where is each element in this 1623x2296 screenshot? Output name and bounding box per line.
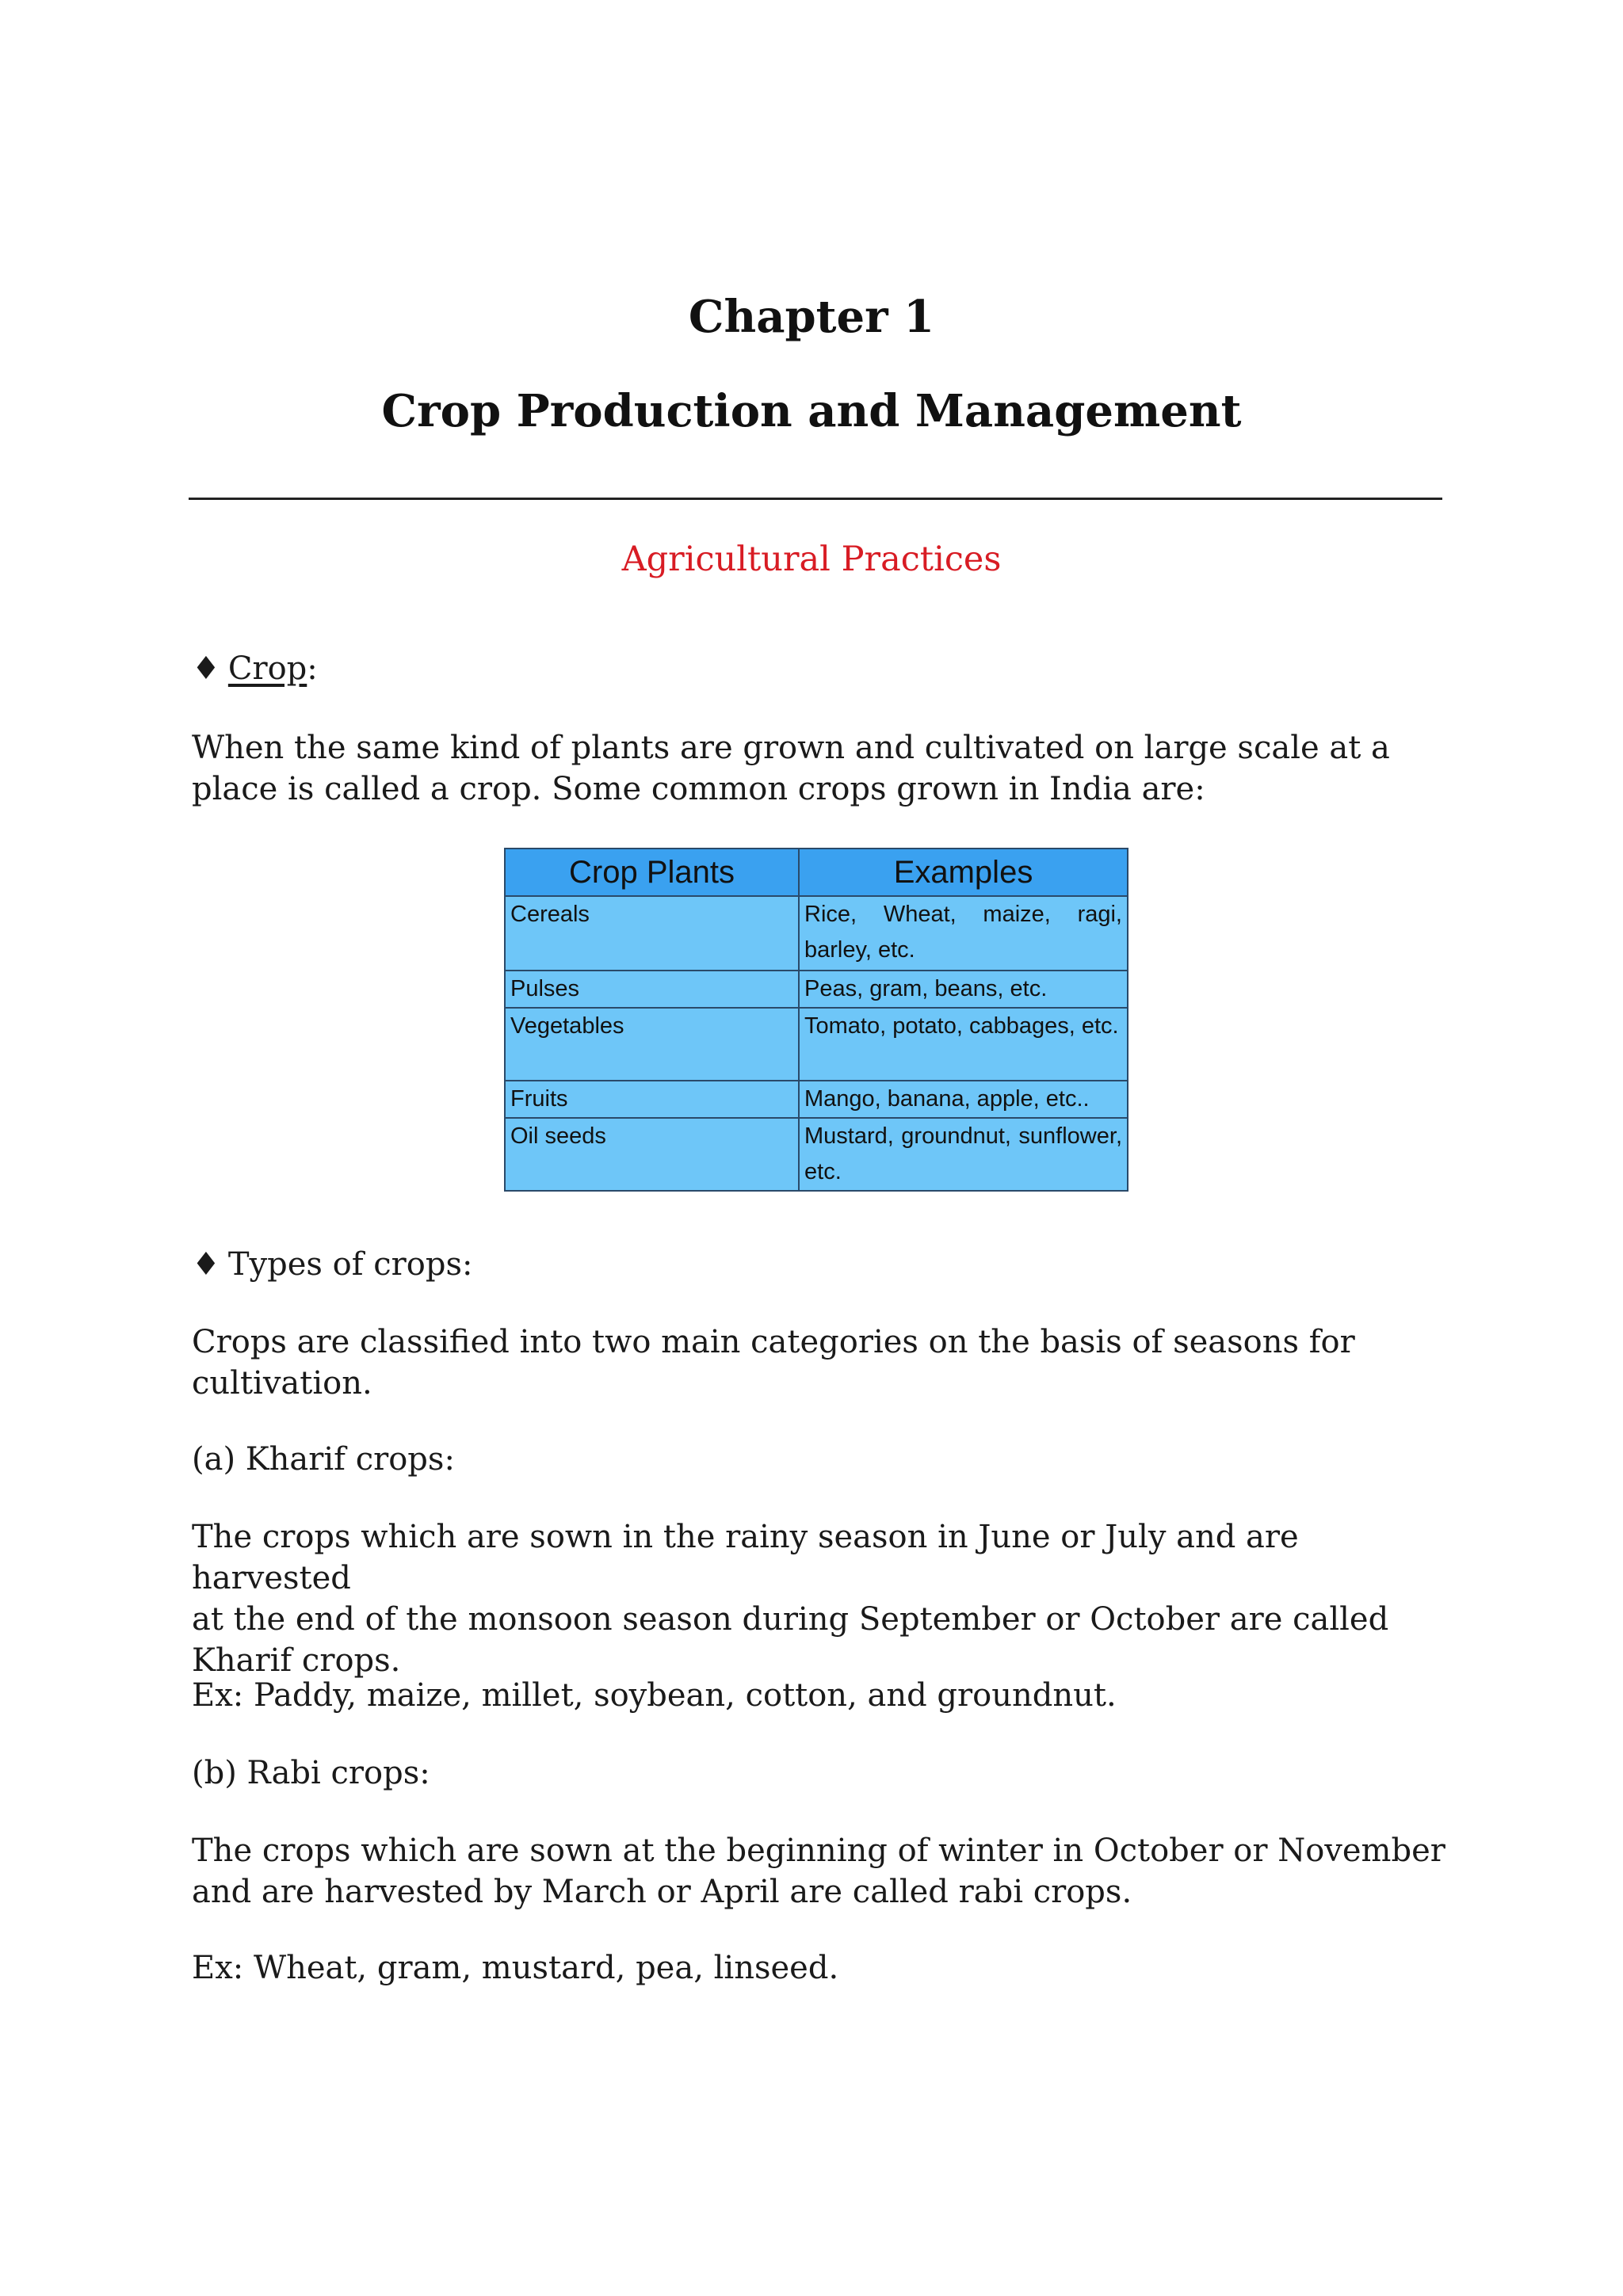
table-header-crop-plants: Crop Plants [505,849,799,896]
table-header-examples: Examples [799,849,1128,896]
examples-cell: Rice, Wheat, maize, ragi, barley, etc. [799,896,1128,971]
crop-table [504,848,1128,1192]
kharif-examples: Ex: Paddy, maize, millet, soybean, cotton, and groundnut. [192,1677,1117,1714]
chapter-number: Chapter 1 [688,291,935,343]
types-paragraph: Crops are classified into two main categories on the basis of seasons for cultivation. [192,1324,1355,1402]
examples-cell: Mustard, groundnut, sunflower, etc. [799,1118,1128,1191]
crop-plant-cell: Pulses [505,971,799,1008]
table-row [505,1008,1128,1081]
examples-cell: Tomato, potato, cabbages, etc. [799,1008,1128,1081]
examples-cell: Peas, gram, beans, etc. [799,971,1128,1008]
table-header-row [505,849,1128,896]
rabi-paragraph: The crops which are sown at the beginning of winter in October or November and are harvested by March or April are called rabi crops. [192,1833,1445,1910]
rabi-heading: (b) Rabi crops: [192,1755,430,1791]
types-heading-label: Types of crops: [227,1246,473,1283]
crop-plant-cell: Oil seeds [505,1118,799,1191]
crop-heading [192,648,318,689]
rabi-examples: Ex: Wheat, gram, mustard, pea, linseed. [192,1950,839,1986]
crop-heading-label: Crop [227,650,307,687]
diamond-bullet-icon: ♦ [192,1246,220,1283]
crop-definition: When the same kind of plants are grown and cultivated on large scale at a place is called a crop. Some common crops grown in India are: [192,730,1390,807]
crop-plant-cell: Vegetables [505,1008,799,1081]
diamond-bullet-icon: ♦ [192,650,220,687]
section-heading: Agricultural Practices [621,540,1002,579]
table-row [505,1081,1128,1118]
kharif-heading: (a) Kharif crops: [192,1441,455,1478]
title-divider [189,498,1442,500]
types-heading [192,1244,472,1285]
kharif-paragraph: The crops which are sown in the rainy season in June or July and are harvested at the end of the monsoon season during September or October are called Kharif crops. [192,1519,1389,1679]
crop-plant-cell: Fruits [505,1081,799,1118]
table-row [505,1118,1128,1191]
table-row [505,896,1128,971]
examples-cell: Mango, banana, apple, etc.. [799,1081,1128,1118]
table-row [505,971,1128,1008]
crop-heading-colon: : [307,650,318,687]
chapter-title: Crop Production and Management [381,385,1242,437]
crop-plant-cell: Cereals [505,896,799,971]
